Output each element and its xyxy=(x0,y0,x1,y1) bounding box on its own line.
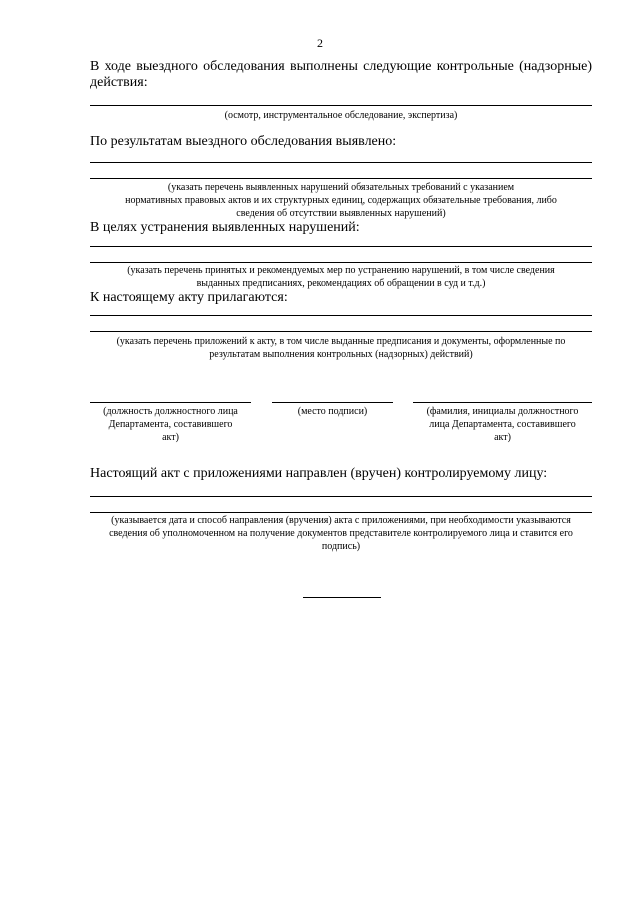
actions-paragraph: В ходе выездного обследования выполнены следующие контрольные (надзорные) действия: xyxy=(90,59,592,90)
signature-name-line-2: лица Департамента, составившего xyxy=(429,419,576,430)
delivery-note-3: подпись) xyxy=(321,541,361,552)
attachments-note-1: (указать перечень приложений к акту, в том числе выданные предписания и документы, оформленные по xyxy=(116,336,566,347)
signature-name-line-1: (фамилия, инициалы должностного xyxy=(426,406,579,417)
signature-line-position xyxy=(90,402,251,403)
signature-line-place xyxy=(272,402,393,403)
signature-position-line-2: Департамента, составившего xyxy=(108,419,233,430)
attachments-heading: К настоящему акту прилагаются: xyxy=(90,290,288,305)
signature-name-line-3: акт) xyxy=(494,432,511,443)
signature-position-line-1: (должность должностного лица xyxy=(103,406,238,417)
findings-heading: По результатам выездного обследования выявлено: xyxy=(90,134,397,149)
findings-note-1: (указать перечень выявленных нарушений обязательных требований с указанием xyxy=(167,182,515,193)
remedy-line-2 xyxy=(90,262,592,263)
signature-place-label: (место подписи) xyxy=(297,406,368,417)
findings-note-3: сведения об отсутствии выявленных нарушений) xyxy=(236,208,446,219)
delivery-line-2 xyxy=(90,512,592,513)
actions-line xyxy=(90,105,592,106)
delivery-line-1 xyxy=(90,496,592,497)
signature-name-label xyxy=(413,405,592,444)
remedy-note-1: (указать перечень принятых и рекомендуемых мер по устранению нарушений, в том числе сведения xyxy=(127,265,555,276)
actions-note: (осмотр, инструментальное обследование, экспертиза) xyxy=(224,110,458,121)
attachments-line-2 xyxy=(90,331,592,332)
end-separator-line xyxy=(303,597,381,598)
remedy-note-2: выданных предписаниях, рекомендациях об обращении в суд и т.д.) xyxy=(196,278,486,289)
attachments-line-1 xyxy=(90,315,592,316)
findings-line-1 xyxy=(90,162,592,163)
signature-position-label xyxy=(90,405,251,444)
remedy-heading: В целях устранения выявленных нарушений: xyxy=(90,220,360,235)
attachments-note-2: результатам выполнения контрольных (надзорных) действий) xyxy=(209,349,473,360)
remedy-line-1 xyxy=(90,246,592,247)
delivery-note-2: сведения об уполномоченном на получение документов представителе контролируемого лица и ставится его xyxy=(109,528,573,539)
page-number: 2 xyxy=(317,36,323,50)
signature-line-name xyxy=(413,402,592,403)
findings-line-2 xyxy=(90,178,592,179)
delivery-note-1: (указывается дата и способ направления (вручения) акта с приложениями, при необходимости указываются xyxy=(111,515,571,526)
delivery-heading: Настоящий акт с приложениями направлен (вручен) контролируемому лицу: xyxy=(90,466,548,481)
findings-note-2: нормативных правовых актов и их структурных единиц, содержащих обязательные требования, либо xyxy=(125,195,557,206)
signature-position-line-3: акт) xyxy=(162,432,179,443)
